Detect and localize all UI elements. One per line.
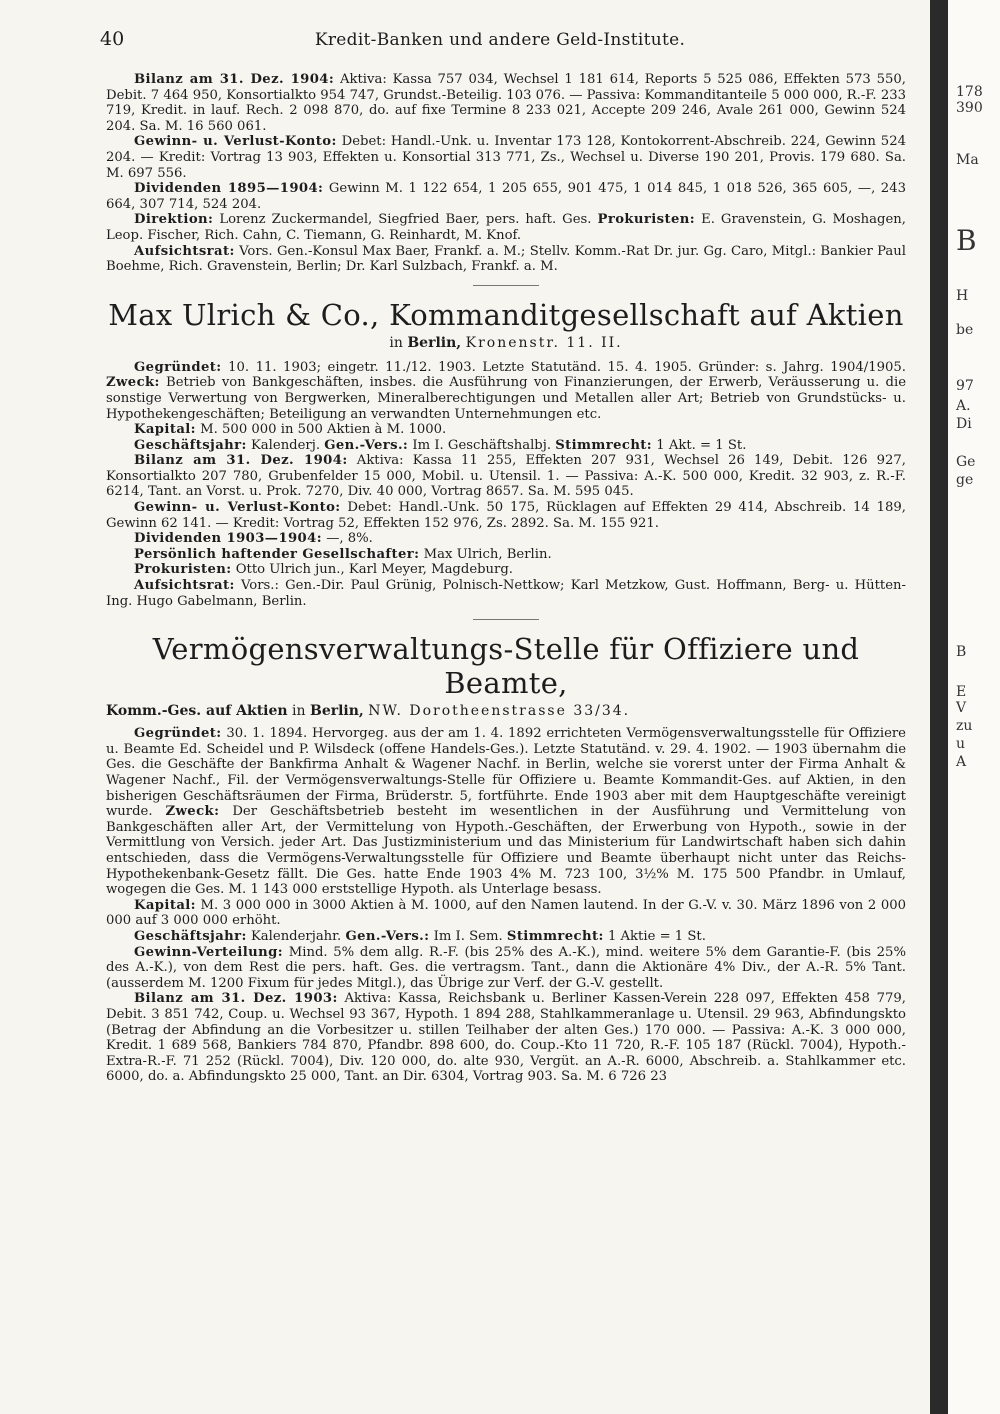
adjacent-fragment: A. xyxy=(956,398,971,414)
founded-paragraph xyxy=(106,726,906,898)
capital-paragraph xyxy=(106,422,906,438)
fiscal-year-text: Kalenderj. xyxy=(250,437,321,453)
voting-right-label: Stimmrecht: xyxy=(506,928,604,944)
dividends-label: Dividenden 1895—1904: xyxy=(134,181,324,197)
address-prefix: in xyxy=(389,334,403,351)
company-address xyxy=(106,702,906,720)
direction-paragraph xyxy=(106,212,906,243)
fiscal-year-paragraph xyxy=(106,438,906,454)
adjacent-fragment: E xyxy=(956,684,967,700)
fiscal-year-label: Geschäftsjahr: xyxy=(134,928,247,944)
prokuristen-label: Prokuristen: xyxy=(597,212,696,228)
address-street: Kronenstr. 11. II. xyxy=(465,334,623,351)
bilanz-label: Bilanz am 31. Dez. 1903: xyxy=(134,991,338,1007)
general-meeting-text: Im I. Geschäftshalbj. xyxy=(412,437,552,453)
founded-paragraph xyxy=(106,360,906,422)
founded-text: 30. 1. 1894. Hervorgeg. aus der am 1. 4. 1892 errichteten Vermögensverwaltungsstelle für Offiziere u. Beamte Ed. Scheidel und P. Wilsdeck (offene Handels-Ges.). Letzte Statutänd. v. 29. 4. 1902. — 1903 übernahm die Ges. die Geschäfte der Bankfirma Anhalt & Wagener Nachf. in Berlin, welche sie vorerst unter der Firma Anhalt & Wagener Nachf., Fil. der Vermögensverwaltungs-Stelle für Offiziere u. Beamte Kommandit-Ges. auf Aktien, in den bisherigen Geschäftsräumen der Firma, Brüderstr. 5, fortführte. Ende 1903 aber mit dem Hauptgeschäfte vereinigt wurde. xyxy=(106,726,906,820)
guv-paragraph xyxy=(106,500,906,531)
company-address xyxy=(106,334,906,352)
address-prefix: in xyxy=(292,703,306,720)
bilanz-paragraph xyxy=(106,453,906,500)
adjacent-fragment: 97 xyxy=(956,378,974,394)
bilanz-text: Aktiva: Kassa, Reichsbank u. Berliner Kassen-Verein 228 097, Effekten 458 779, Debit. 3 851 742, Coup. u. Wechsel 93 367, Hypoth. 1 894 288, Stahlkammeranlage u. Utensil. 29 963, Abfindungskto (Betrag der Abfindung an die Vorbesitzer u. stillen Teilhaber der alten Ges.) 170 000. — Passiva: A.-K. 3 000 000, Kredit. 1 689 568, Bankiers 784 870, Pfandbr. 898 600, do. Coup.-Kto 11 720, R.-F. 105 187 (Rückl. 7004), Hypoth.-Extra-R.-F. 71 252 (Rückl. 7004), Div. 120 000, do. alte 930, Vergüt. an A.-R. 6000, Abschreib. a. Stahlkammer etc. 6000, do. a. Abfindungskto 25 000, Tant. an Dir. 6304, Vortrag 903. Sa. M. 6 726 23 xyxy=(106,991,906,1085)
voting-right-label: Stimmrecht: xyxy=(555,437,653,453)
fiscal-year-label: Geschäftsjahr: xyxy=(134,437,247,453)
guv-text: Debet: Handl.-Unk. 50 175, Rücklagen auf Effekten 29 414, Abschreib. 14 189, Gewinn 62 141. — Kredit: Vortrag 52, Effekten 152 976, Zs. 2892. Sa. M. 155 921. xyxy=(106,500,906,531)
capital-paragraph xyxy=(106,898,906,929)
founded-text: 10. 11. 1903; eingetr. 11./12. 1903. Letzte Statutänd. 15. 4. 1905. Gründer: s. Jahrg. 1904/1905. xyxy=(228,359,906,375)
bilanz-paragraph xyxy=(106,72,906,134)
partner-text: Max Ulrich, Berlin. xyxy=(423,546,552,562)
adjacent-fragment: H xyxy=(956,288,969,304)
purpose-label: Zweck: xyxy=(165,804,220,820)
fiscal-year-paragraph xyxy=(106,929,906,945)
dividends-paragraph xyxy=(106,181,906,212)
direction-text: Lorenz Zuckermandel, Siegfried Baer, pers. haft. Ges. xyxy=(219,212,592,228)
supervisory-board-paragraph xyxy=(106,578,906,609)
founded-label: Gegründet: xyxy=(134,726,222,742)
voting-right-text: 1 Aktie = 1 St. xyxy=(607,928,706,944)
profit-distribution-text: Mind. 5% dem allg. R.-F. (bis 25% des A.-K.), mind. weitere 5% dem Garantie-F. (bis 25% des A.-K.), von dem Rest die pers. haft. Ges. die vertragsm. Tant., dann die Aktionäre 4% Div., der A.-R. 5% Tant. (ausserdem M. 1200 Fixum für jedes Mitgl.), das Übrige zur Verf. der G.-V. gestellt. xyxy=(106,944,906,991)
partner-paragraph xyxy=(106,547,906,563)
founded-label: Gegründet: xyxy=(134,359,222,375)
company-kind: Komm.-Ges. auf Aktien xyxy=(106,703,288,720)
adjacent-fragment: be xyxy=(956,322,974,338)
supervisory-board-label: Aufsichtsrat: xyxy=(134,243,235,259)
supervisory-board-label: Aufsichtsrat: xyxy=(134,578,235,594)
adjacent-fragment: B xyxy=(956,224,977,257)
prokuristen-paragraph xyxy=(106,562,906,578)
dividends-text: Gewinn M. 1 122 654, 1 205 655, 901 475, 1 014 845, 1 018 526, 365 605, —, 243 664, 307 714, 524 204. xyxy=(106,181,906,212)
bilanz-text: Aktiva: Kassa 757 034, Wechsel 1 181 614, Reports 5 525 086, Effekten 573 550, Debit. 7 464 950, Konsortialkto 954 747, Grundst.-Beteilig. 103 076. — Passiva: Kommanditanteile 5 000 000, R.-F. 233 719, Kredit. in lauf. Rech. 2 098 870, do. auf fixe Termine 8 233 021, Accepte 209 246, Avale 261 000, Gewinn 524 204. Sa. M. 16 560 061. xyxy=(106,72,907,134)
address-city: Berlin, xyxy=(310,703,364,720)
adjacent-fragment: Ma xyxy=(956,152,979,168)
capital-label: Kapital: xyxy=(134,422,196,438)
guv-text: Debet: Handl.-Unk. u. Inventar 173 128, Kontokorrent-Abschreib. 224, Gewinn 524 204. — Kredit: Vortrag 13 903, Effekten u. Konsortial 313 771, Zs., Wechsel u. Diverse 190 201, Provis. 179 680. Sa. M. 697 556. xyxy=(106,134,906,181)
prokuristen-label: Prokuristen: xyxy=(134,562,232,578)
adjacent-fragment: Di xyxy=(956,416,972,432)
general-meeting-label: Gen.-Vers.: xyxy=(345,928,430,944)
company-title: Vermögensverwaltungs-Stelle für Offiziere und Beamte, xyxy=(152,632,860,701)
page-content xyxy=(106,72,906,1085)
supervisory-board-text: Vors.: Gen.-Dir. Paul Grünig, Polnisch-Nettkow; Karl Metzkow, Gust. Hoffmann, Berg- u. Hütten-Ing. Hugo Gabelmann, Berlin. xyxy=(106,578,906,609)
capital-text: M. 3 000 000 in 3000 Aktien à M. 1000, auf den Namen lautend. In der G.-V. v. 30. März 1896 von 2 000 000 auf 3 000 000 erhöht. xyxy=(106,897,906,929)
adjacent-fragment: B xyxy=(956,644,967,660)
binding-shadow xyxy=(930,0,948,1414)
guv-label: Gewinn- u. Verlust-Konto: xyxy=(134,134,337,150)
adjacent-fragment: Ge xyxy=(956,454,976,470)
adjacent-fragment: zu xyxy=(956,718,973,734)
section-divider xyxy=(473,619,539,620)
partner-label: Persönlich haftender Gesellschafter: xyxy=(134,546,420,562)
address-street: NW. Dorotheenstrasse 33/34. xyxy=(368,703,631,720)
purpose-label: Zweck: xyxy=(106,375,160,391)
adjacent-fragment: 390 xyxy=(956,100,983,116)
direction-label: Direktion: xyxy=(134,212,214,228)
adjacent-fragment: V xyxy=(956,700,967,716)
section-divider xyxy=(473,285,539,286)
capital-label: Kapital: xyxy=(134,897,196,913)
purpose-text: Der Geschäftsbetrieb besteht im wesentlichen in der Ausführung und Vermittelung von Bankgeschäften aller Art, der Vermittelung von Hypoth.-Geschäften, der Erwerbung von Hypoth., sowie in der Vermittlung von Versich. jeder Art. Das Justizministerium und das Ministerium für Landwirtschaft haben sich dahin entschieden, dass die Vermögens-Verwaltungsstelle für Offiziere und Beamte überhaupt nicht unter das Reichs-Hypothekenbank-Gesetz fällt. Die Ges. hatte Ende 1903 4% M. 723 100, 3½% M. 175 500 Pfandbr. in Umlauf, wogegen die Ges. M. 1 143 000 erststellige Hypoth. als Unterlage besass. xyxy=(106,804,906,898)
bilanz-text: Aktiva: Kassa 11 255, Effekten 207 931, Wechsel 26 149, Debit. 126 927, Konsortialkto 207 780, Grubenfelder 15 000, Mobil. u. Utensil. 1. — Passiva: A.-K. 500 000, Kredit. 32 903, z. R.-F. 6214, Tant. an Vorst. u. Prok. 7270, Div. 40 000, Vortrag 8657. Sa. M. 595 045. xyxy=(106,453,907,500)
adjacent-fragment: ge xyxy=(956,472,974,488)
guv-label: Gewinn- u. Verlust-Konto: xyxy=(134,500,341,516)
capital-text: M. 500 000 in 500 Aktien à M. 1000. xyxy=(200,422,447,438)
dividends-paragraph xyxy=(106,531,906,547)
fiscal-year-text: Kalenderjahr. xyxy=(250,928,342,944)
profit-distribution-paragraph xyxy=(106,945,906,992)
guv-paragraph xyxy=(106,134,906,181)
general-meeting-text: Im I. Sem. xyxy=(433,928,503,944)
company-title: Max Ulrich & Co., Kommanditgesellschaft auf Aktien xyxy=(108,297,904,332)
prokuristen-text: E. Gravenstein, G. Moshagen, Leop. Fischer, Rich. Cahn, C. Tiemann, G. Reinhardt, M. Knof. xyxy=(106,212,906,243)
supervisory-board-text: Vors. Gen.-Konsul Max Baer, Frankf. a. M.; Stellv. Komm.-Rat Dr. jur. Gg. Caro, Mitgl.: Bankier Paul Boehme, Rich. Gravenstein, Berlin; Dr. Karl Sulzbach, Frankf. a. M. xyxy=(106,243,906,275)
purpose-text: Betrieb von Bankgeschäften, insbes. die Ausführung von Finanzierungen, der Erwerb, Veräusserung u. die sonstige Verwertung von Bergwerken, Mineralberechtigungen und Metallen aller Art; Betrieb von Grundstücks- u. Hypothekengeschäften; Beteiligung an verwandten Unternehmungen etc. xyxy=(106,375,906,422)
dividends-label: Dividenden 1903—1904: xyxy=(134,531,322,547)
voting-right-text: 1 Akt. = 1 St. xyxy=(656,437,747,453)
dividends-text: —, 8%. xyxy=(326,531,373,547)
supervisory-board-paragraph xyxy=(106,244,906,275)
running-title: Kredit-Banken und andere Geld-Institute. xyxy=(314,30,686,50)
adjacent-fragment: u xyxy=(956,736,966,752)
profit-distribution-label: Gewinn-Verteilung: xyxy=(134,944,284,960)
bilanz-paragraph xyxy=(106,991,906,1085)
page-number: 40 xyxy=(100,28,125,50)
prokuristen-text: Otto Ulrich jun., Karl Meyer, Magdeburg. xyxy=(235,562,513,578)
bilanz-label: Bilanz am 31. Dez. 1904: xyxy=(134,453,348,469)
adjacent-fragment: A xyxy=(956,754,967,770)
address-city: Berlin, xyxy=(407,334,462,351)
general-meeting-label: Gen.-Vers.: xyxy=(324,437,409,453)
adjacent-page-strip xyxy=(948,0,1000,1414)
adjacent-fragment: 178 xyxy=(956,84,983,100)
page-header xyxy=(100,28,910,54)
bilanz-label: Bilanz am 31. Dez. 1904: xyxy=(134,72,335,87)
